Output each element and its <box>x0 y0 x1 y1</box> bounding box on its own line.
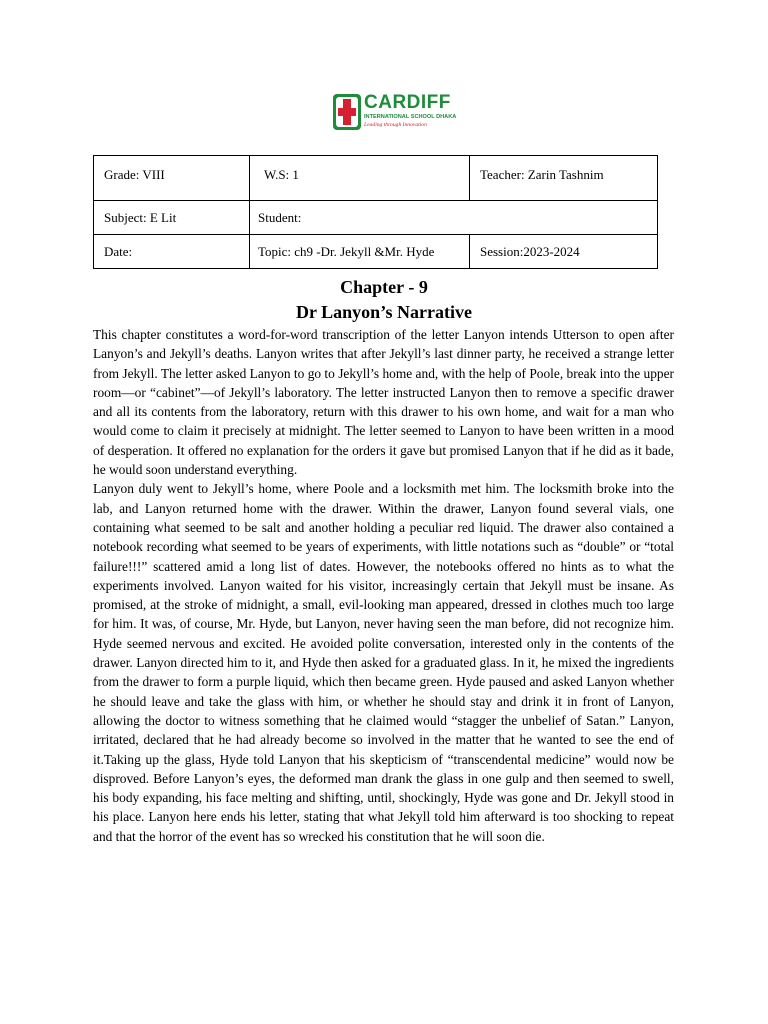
chapter-title: Chapter - 9 <box>340 277 428 297</box>
table-row <box>94 235 658 269</box>
student-cell: Student: <box>250 201 658 235</box>
logo-subtitle: INTERNATIONAL SCHOOL DHAKA <box>364 114 457 120</box>
chapter-subtitle: Dr Lanyon’s Narrative <box>296 302 472 322</box>
teacher-cell: Teacher: Zarin Tashnim <box>470 156 658 201</box>
table-row <box>94 156 658 201</box>
school-logo <box>331 92 457 134</box>
grade-cell: Grade: VIII <box>94 156 250 201</box>
paragraph: This chapter constitutes a word-for-word transcription of the letter Lanyon intends Utterson to open after Lanyon’s and Jekyll’s deaths. Lanyon writes that after Jekyll’s last dinner party, he received a strange letter from Jekyll. The letter asked Lanyon to go to Jekyll’s home and, with the help of Poole, break into the upper room—or “cabinet”—of Jekyll’s laboratory. The letter instructed Lanyon then to remove a specific drawer and all its contents from the laboratory, return with this drawer to his own home, and wait for a man who would come to claim it precisely at midnight. The letter seemed to Lanyon to have been written in a mood of desperation. It offered no explanation for the orders it gave but promised Lanyon that if he did as it bade, he would soon understand everything. <box>93 327 675 478</box>
table-row <box>94 201 658 235</box>
subject-cell: Subject: E Lit <box>94 201 250 235</box>
paragraph: Lanyon duly went to Jekyll’s home, where Poole and a locksmith met him. The locksmith broke into the lab, and Lanyon returned home with the drawer. Within the drawer, Lanyon found several vials, one containing what seemed to be salt and another holding a peculiar red liquid. The drawer also contained a notebook recording what seemed to be years of experiments, with little notations such as “double” or “total failure!!!” scattered amid a long list of dates. However, the notebooks offered no hints as to what the experiments involved. Lanyon waited for his visitor, increasingly certain that Jekyll must be insane. As promised, at the stroke of midnight, a small, evil-looking man appeared, dressed in clothes much too large for him. It was, of course, Mr. Hyde, but Lanyon, never having seen the man before, did not recognize him. Hyde seemed nervous and excited. He avoided polite conversation, interested only in the contents of the drawer. Lanyon directed him to it, and Hyde then asked for a graduated glass. In it, he mixed the ingredients from the drawer to form a purple liquid, which then became green. Hyde paused and asked Lanyon whether he should leave and take the glass with him, or whether he should stay and drink it in front of Lanyon, allowing the doctor to witness something that he claimed would “stagger the unbelief of Satan.” Lanyon, irritated, declared that he had already become so involved in the matter that he wanted to see the end of it.Taking up the glass, Hyde told Lanyon that his skepticism of “transcendental medicine” would now be disproved. Before Lanyon’s eyes, the deformed man drank the glass in one gulp and then seemed to swell, his body expanding, his face melting and shifting, until, shockingly, Hyde was gone and Dr. Jekyll stood in his place. Lanyon here ends his letter, stating that what Jekyll told him afterward is too shocking to repeat and that the horror of the event has so wrecked his constitution that he will soon die. <box>93 481 674 844</box>
worksheet-info-table <box>93 155 658 269</box>
ws-cell: W.S: 1 <box>250 156 470 201</box>
topic-cell: Topic: ch9 -Dr. Jekyll &Mr. Hyde <box>250 235 470 269</box>
chapter-body <box>93 325 674 846</box>
session-cell: Session:2023-2024 <box>470 235 658 269</box>
date-cell: Date: <box>94 235 250 269</box>
logo-tagline: Leading through Innovation <box>364 122 427 128</box>
logo-name: CARDIFF <box>364 92 451 113</box>
cardiff-emblem-icon <box>331 92 363 132</box>
